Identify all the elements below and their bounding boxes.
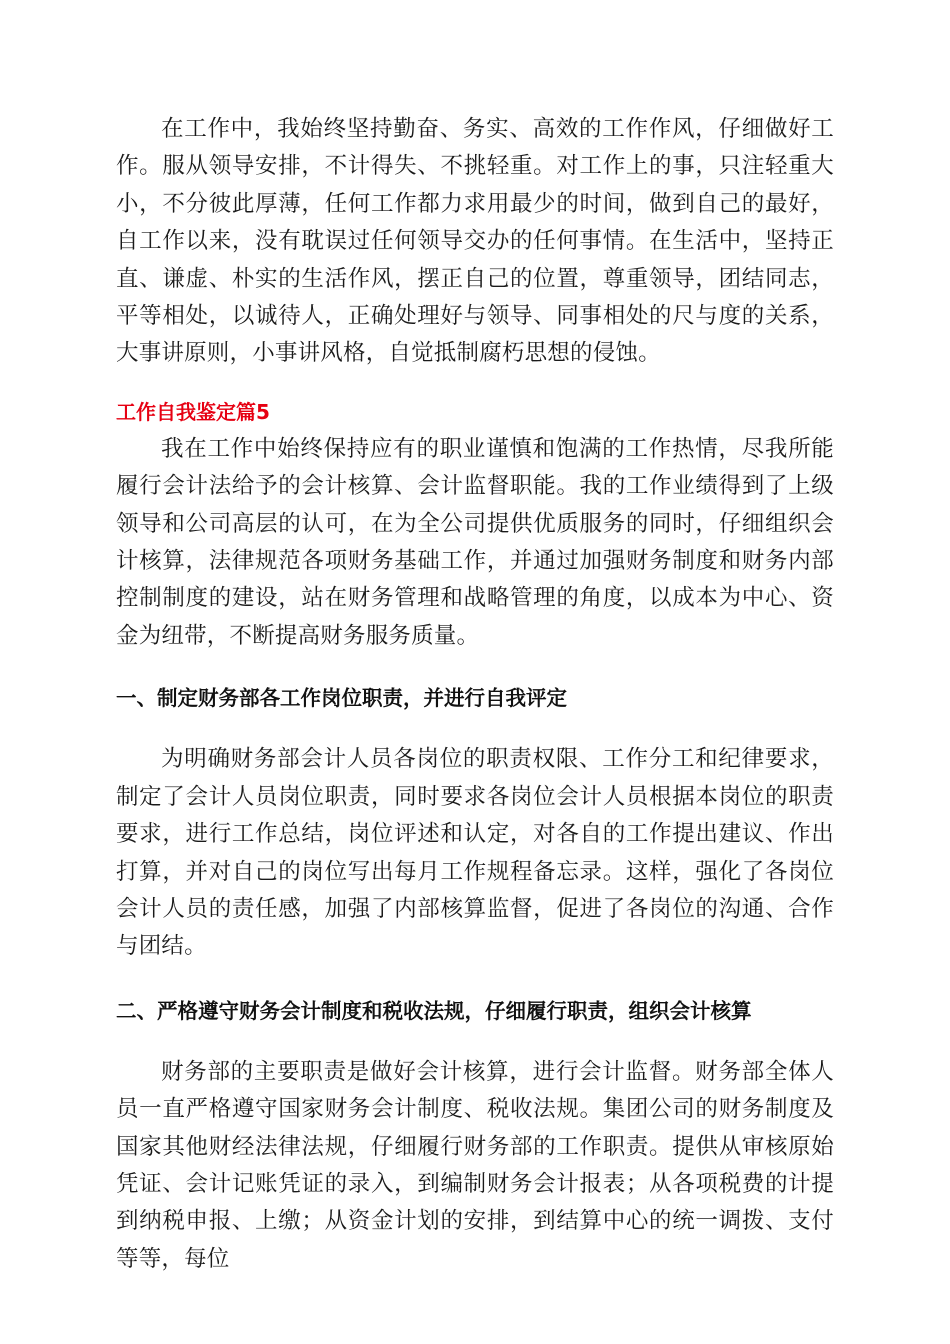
heading-two: 二、严格遵守财务会计制度和税收法规，仔细履行职责，组织会计核算 bbox=[116, 998, 752, 1023]
heading-one: 一、制定财务部各工作岗位职责，并进行自我评定 bbox=[116, 686, 567, 711]
paragraph-accounting: 财务部的主要职责是做好会计核算，进行会计监督。财务部全体人员一直严格遵守国家财务会计制度、税收法规。集团公司的财务制度及国家其他财经法律法规，仔细履行财务部的工作职责。提供从审核原始凭证、会计记账凭证的录入，到编制财务会计报表；从各项税费的计提到纳税申报、上缴；从资金计划的安排，到结算中心的统一调拨、支付等等，每位 bbox=[116, 1058, 834, 1272]
paragraph-work-style: 在工作中，我始终坚持勤奋、务实、高效的工作作风，仔细做好工作。服从领导安排，不计得失、不挑轻重。对工作上的事，只注轻重大小，不分彼此厚薄，任何工作都力求用最少的时间，做到自己的最好，自工作以来，没有耽误过任何领导交办的任何事情。在生活中，坚持正直、谦虚、朴实的生活作风，摆正自己的位置，尊重领导，团结同志，平等相处，以诚待人，正确处理好与领导、同事相处的尺与度的关系，大事讲原则，小事讲风格，自觉抵制腐朽思想的侵蚀。 bbox=[116, 116, 834, 367]
paragraph-intro: 我在工作中始终保持应有的职业谨慎和饱满的工作热情，尽我所能履行会计法给予的会计核算、会计监督职能。我的工作业绩得到了上级领导和公司高层的认可，在为全公司提供优质服务的同时，仔细组织会计核算，法律规范各项财务基础工作，并通过加强财务制度和财务内部控制制度的建设，站在财务管理和战略管理的角度，以成本为中心、资金为纽带，不断提高财务服务质量。 bbox=[116, 435, 834, 649]
section-title: 工作自我鉴定篇5 bbox=[116, 399, 270, 424]
document-page bbox=[116, 111, 834, 1278]
paragraph-job-duties: 为明确财务部会计人员各岗位的职责权限、工作分工和纪律要求，制定了会计人员岗位职责，同时要求各岗位会计人员根据本岗位的职责要求，进行工作总结，岗位评述和认定，对各自的工作提出建议、作出打算，并对自己的岗位写出每月工作规程备忘录。这样，强化了各岗位会计人员的责任感，加强了内部核算监督，促进了各岗位的沟通、合作与团结。 bbox=[116, 746, 834, 960]
